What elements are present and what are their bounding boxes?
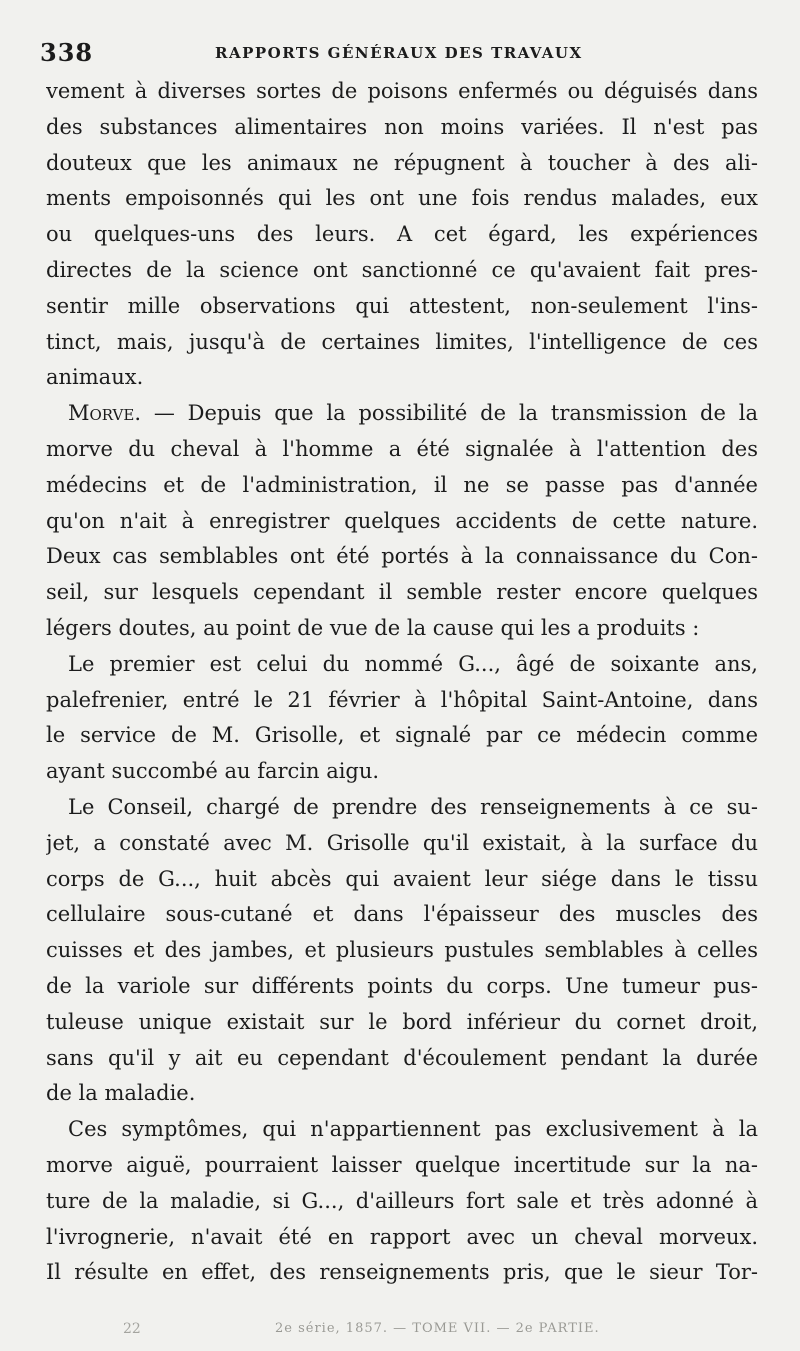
- signature-line: 2e série, 1857. — TOME VII. — 2e PARTIE.: [275, 1321, 600, 1336]
- text-line: animaux.: [46, 365, 144, 390]
- text-line: directes de la science ont sanctionné ce qu'avaient fait pres-: [46, 257, 758, 282]
- running-head: RAPPORTS GÉNÉRAUX DES TRAVAUX: [215, 44, 583, 62]
- text-line: ments empoisonnés qui les ont une fois rendus malades, eux: [46, 186, 758, 211]
- text-line: tinct, mais, jusqu'à de certaines limites, l'intelligence de ces: [46, 329, 758, 354]
- text-line: de la variole sur différents points du corps. Une tumeur pus-: [46, 973, 758, 998]
- sheet-number: 22: [123, 1321, 141, 1337]
- text-line: ou quelques-uns des leurs. A cet égard, les expériences: [46, 222, 758, 247]
- text-line: Ces symptômes, qui n'appartiennent pas exclusivement à la: [68, 1117, 758, 1142]
- text-body: [46, 74, 758, 1291]
- text-line: sentir mille observations qui attestent, non-seulement l'ins-: [46, 293, 758, 318]
- section-first-line: [46, 396, 758, 432]
- text-line: morve aiguë, pourraient laisser quelque incertitude sur la na-: [46, 1152, 758, 1177]
- text-line: Le premier est celui du nommé G..., âgé de soixante ans,: [68, 651, 758, 676]
- section-first-line-text: — Depuis que la possibilité de la transmission de la: [141, 401, 758, 426]
- text-line: qu'on n'ait à enregistrer quelques accidents de cette nature.: [46, 508, 758, 533]
- text-line: cuisses et des jambes, et plusieurs pustules semblables à celles: [46, 938, 758, 963]
- text-line: jet, a constaté avec M. Grisolle qu'il existait, à la surface du: [46, 830, 758, 855]
- text-line: le service de M. Grisolle, et signalé par ce médecin comme: [46, 723, 758, 748]
- section-heading-morve: Morve.: [68, 401, 142, 426]
- text-line: douteux que les animaux ne répugnent à toucher à des ali-: [46, 150, 758, 175]
- text-line: corps de G..., huit abcès qui avaient leur siége dans le tissu: [46, 866, 758, 891]
- text-line: sans qu'il y ait eu cependant d'écoulement pendant la durée: [46, 1045, 758, 1070]
- text-line: cellulaire sous-cutané et dans l'épaisseur des muscles des: [46, 902, 758, 927]
- text-line: morve du cheval à l'homme a été signalée à l'attention des: [46, 436, 758, 461]
- text-line: Le Conseil, chargé de prendre des renseignements à ce su-: [68, 794, 758, 819]
- text-line: tuleuse unique existait sur le bord inférieur du cornet droit,: [46, 1009, 758, 1034]
- text-line: ture de la maladie, si G..., d'ailleurs fort sale et très adonné à: [46, 1188, 758, 1213]
- text-line: légers doutes, au point de vue de la cause qui les a produits :: [46, 615, 700, 640]
- page-footer: [45, 1321, 755, 1345]
- text-line: vement à diverses sortes de poisons enfermés ou déguisés dans: [46, 79, 758, 103]
- text-line: Deux cas semblables ont été portés à la connaissance du Con-: [46, 544, 758, 569]
- text-line: médecins et de l'administration, il ne se passe pas d'année: [46, 472, 758, 497]
- text-line: Il résulte en effet, des renseignements pris, que le sieur Tor-: [46, 1260, 758, 1285]
- text-line: des substances alimentaires non moins variées. Il n'est pas: [46, 114, 758, 139]
- text-line: ayant succombé au farcin aigu.: [46, 759, 380, 784]
- text-line: l'ivrognerie, n'avait été en rapport avec un cheval morveux.: [46, 1224, 758, 1249]
- page-header: [40, 38, 760, 68]
- text-line: palefrenier, entré le 21 février à l'hôpital Saint-Antoine, dans: [46, 687, 758, 712]
- page-number: 338: [40, 38, 94, 67]
- text-line: de la maladie.: [46, 1081, 196, 1106]
- text-line: seil, sur lesquels cependant il semble rester encore quelques: [46, 580, 758, 605]
